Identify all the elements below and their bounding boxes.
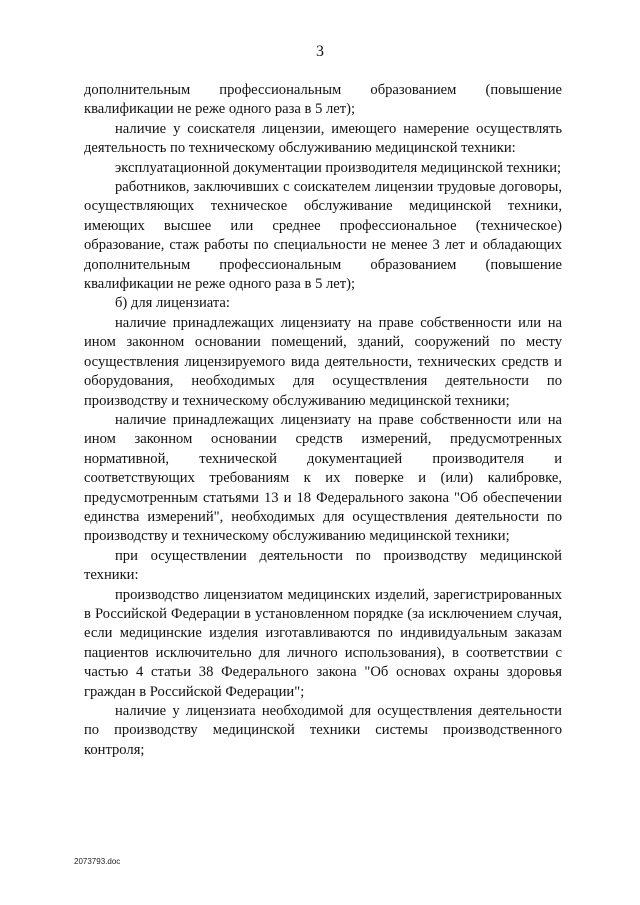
paragraph: при осуществлении деятельности по производству медицинской техники: [84,547,562,584]
page-number: 3 [316,43,324,60]
paragraph: наличие у лицензиата необходимой для осуществления деятельности по производству медицинской техники системы производственного контроля; [84,703,562,758]
paragraph: работников, заключивших с соискателем лицензии трудовые договоры, осуществляющих техническое обслуживание медицинской техники, имеющих высшее или среднее профессиональное (техническое) образование, стаж работы по специальности не менее 3 лет и обладающих дополнительным профессиональным образованием (повышение квалификации не реже одного раза в 5 лет); [84,179,562,293]
paragraph: б) для лицензиата: [115,295,230,312]
document-body [84,81,562,760]
paragraph: наличие принадлежащих лицензиату на праве собственности или на ином законном основании средств измерений, предусмотренных нормативной, технической документацией производителя и соответствующих требованиям к их поверке и (или) калибровке, предусмотренным статьями 13 и 18 Федерального закона "Об обеспечении единства измерений", необходимых для осуществления деятельности по производству и техническому обслуживанию медицинской техники; [84,411,562,545]
paragraph: наличие принадлежащих лицензиату на праве собственности или на ином законном основании помещений, зданий, сооружений по месту осуществления лицензируемого вида деятельности, технических средств и оборудования, необходимых для осуществления деятельности по производству и техническому обслуживанию медицинской техники; [84,314,562,409]
paragraph: наличие у соискателя лицензии, имеющего намерение осуществлять деятельность по техническому обслуживанию медицинской техники: [84,120,562,157]
paragraph: производство лицензиатом медицинских изделий, зарегистрированных в Российской Федерации в установленном порядке (за исключением случая, если медицинские изделия изготавливаются по индивидуальным заказам пациентов исключительно для личного использования), в соответствии с частью 4 статьи 38 Федерального закона "Об основах охраны здоровья граждан в Российской Федерации"; [84,586,562,700]
footer-filename: 2073793.doc [74,857,121,866]
paragraph: дополнительным профессиональным образованием (повышение квалификации не реже одного раза в 5 лет); [84,82,562,118]
paragraph: эксплуатационной документации производителя медицинской техники; [115,159,562,176]
